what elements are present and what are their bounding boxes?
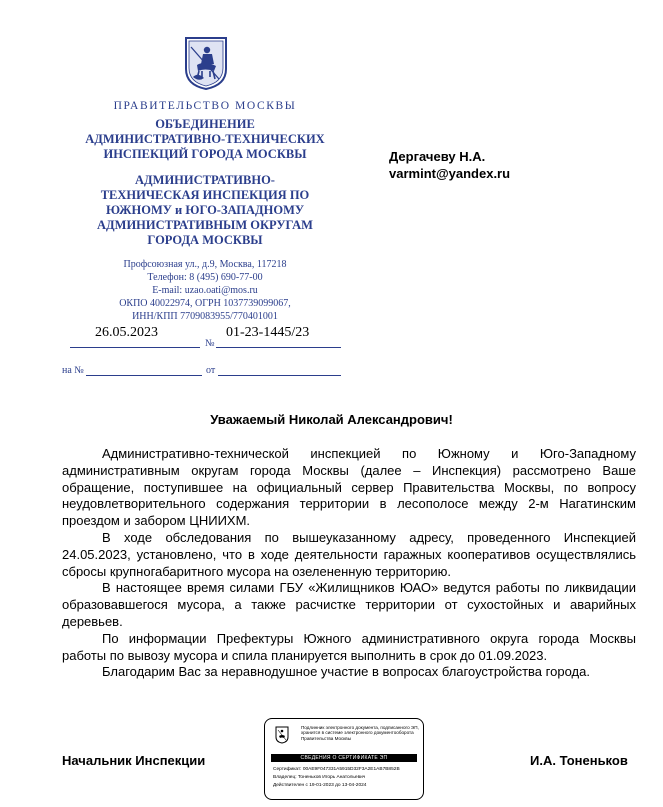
phone: Телефон: 8 (495) 690-77-00 (147, 272, 263, 283)
recipient-name: Дергачеву Н.А. (389, 149, 486, 164)
paragraph: По информации Префектуры Южного административного округа города Москвы работы по вывозу мусора и спила планируется выполнить в срок до 01.09.2023. (62, 630, 636, 663)
address: Профсоюзная ул., д.9, Москва, 117218 (123, 259, 287, 270)
stamp-certificate: Сертификат: 00AE9F047331A5915D32F3A2E1AB7B852B (273, 767, 400, 772)
electronic-signature-stamp (264, 718, 424, 800)
inspection-name: АДМИНИСТРАТИВНО- ТЕХНИЧЕСКАЯ ИНСПЕКЦИЯ ПО ЮЖНОМУ и ЮГО-ЗАПАДНОМУ АДМИНИСТРАТИВНЫМ ОКРУГАМ ГОРОДА МОСКВЫ (97, 173, 313, 247)
stamp-owner: Владелец: Тоненьков Игорь Анатольевич (273, 775, 366, 781)
reference-label: на № (62, 365, 84, 376)
email: E-mail: uzao.oati@mos.ru (152, 285, 258, 296)
from-underline (218, 375, 341, 376)
paragraph: Благодарим Вас за неравнодушное участие в вопросах благоустройства города. (102, 664, 590, 680)
recipient-email: varmint@yandex.ru (389, 166, 511, 181)
date-underline (70, 347, 200, 348)
recipient-block (389, 148, 510, 182)
contact-block (60, 258, 350, 323)
registration-number: 01-23-1445/23 (226, 325, 310, 340)
okpo-ogrn: ОКПО 40022974, ОГРН 1037739099067, (119, 298, 291, 309)
paragraph: В ходе обследования по вышеуказанному адресу, проведенного Инспекцией 24.05.2023, установлено, что в ходе деятельности гаражных кооперативов осуществлялись сбросы крупногабаритного мусора на озелененную территорию. (62, 529, 636, 579)
stamp-validity: Действителен с 19-01-2023 до 13-04-2024 (273, 783, 367, 789)
stamp-note: Подлинник электронного документа, подписанного ЭП, хранится в системе электронного документооборота Правительства Москвы (301, 725, 419, 741)
stamp-coat-of-arms-icon (275, 726, 289, 744)
inn-kpp: ИНН/КПП 7709083955/770401001 (132, 311, 278, 322)
moscow-coat-of-arms-icon (183, 35, 229, 91)
signer-name: И.А. Тоненьков (530, 753, 628, 768)
signer-position: Начальник Инспекции (62, 753, 206, 768)
government-title: ПРАВИТЕЛЬСТВО МОСКВЫ (113, 100, 297, 112)
organization-name: ОБЪЕДИНЕНИЕ АДМИНИСТРАТИВНО-ТЕХНИЧЕСКИХ ИНСПЕКЦИЙ ГОРОДА МОСКВЫ (85, 117, 325, 161)
greeting: Уважаемый Николай Александрович! (210, 412, 453, 427)
paragraph: В настоящее время силами ГБУ «Жилищников ЮАО» ведутся работы по ликвидации образовавшегося мусора, а также расчистке территории от сухостойных и аварийных деревьев. (62, 580, 636, 629)
stamp-details (273, 766, 419, 791)
number-underline (216, 347, 341, 348)
from-label: от (206, 365, 216, 376)
stamp-title: СВЕДЕНИЯ О СЕРТИФИКАТЕ ЭП (271, 754, 417, 762)
reference-underline (86, 375, 202, 376)
paragraph: Административно-технической инспекцией по Южному и Юго-Западному административным округам города Москвы (далее – Инспекция) рассмотрено Ваше обращение, поступившее на официальный сервер Правительства Москвы, по вопросу неудовлетворительного содержания территории в лесополосе между 2-м Нагатинским проездом и забором ЦНИИХМ. (62, 446, 636, 529)
number-sign: № (205, 338, 215, 349)
letter-body (62, 446, 636, 681)
registration-date: 26.05.2023 (95, 325, 158, 340)
